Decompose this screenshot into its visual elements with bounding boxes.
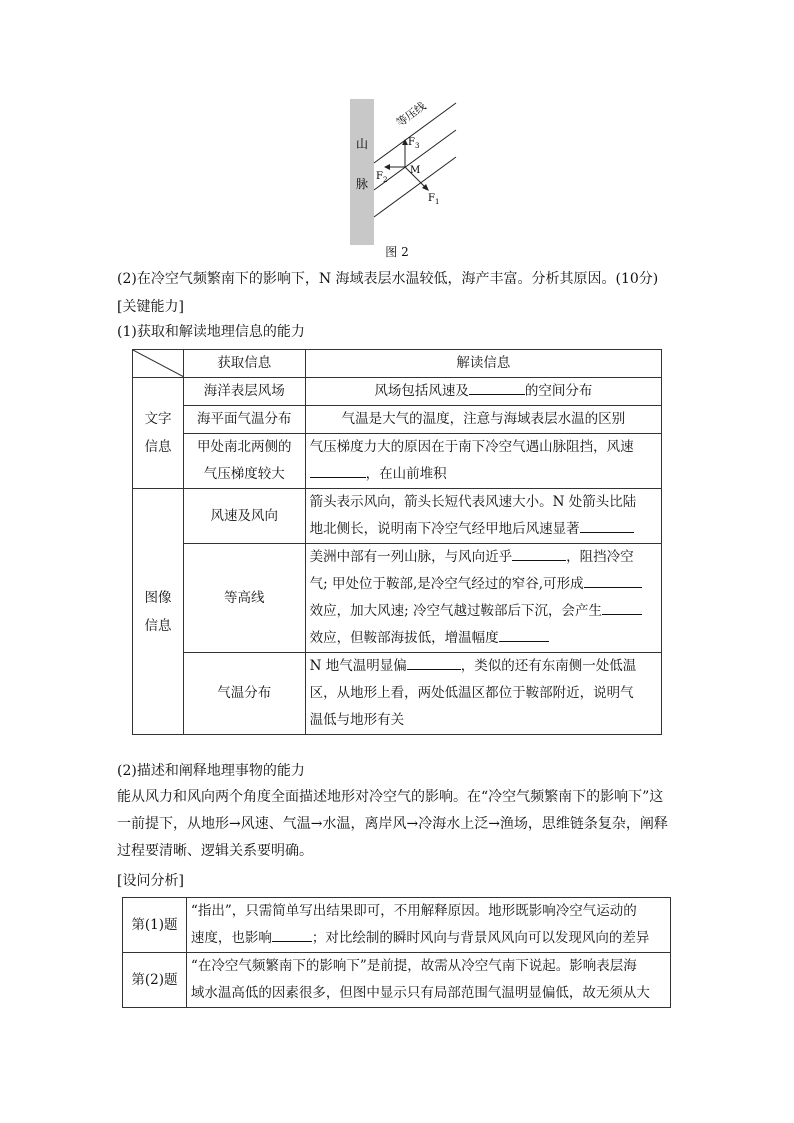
desc-cell: 风场包括风速及 的空间分布 bbox=[305, 378, 661, 406]
question-label: 第(1)题 bbox=[123, 898, 187, 953]
table-row bbox=[133, 544, 662, 653]
mountain-label-top: 山 bbox=[356, 137, 369, 151]
analysis-table bbox=[122, 897, 671, 1008]
desc-cell: 箭头表示风向，箭头长短代表风速大小。N 处箭头比陆 地北侧长，说明南下冷空气经甲地后风速显著 bbox=[305, 489, 661, 544]
table-row bbox=[133, 653, 662, 735]
f3-label: $F_3$ bbox=[408, 137, 420, 150]
f2-label: $F_2$ bbox=[376, 171, 388, 184]
diagonal-corner-cell bbox=[133, 350, 184, 378]
info-cell: 风速及风向 bbox=[183, 489, 305, 544]
desc-cell: 气压梯度力大的原因在于南下冷空气遇山脉阻挡，风速 ，在山前堆积 bbox=[305, 434, 661, 489]
table-header-row bbox=[133, 350, 662, 378]
info-cell: 气温分布 bbox=[183, 653, 305, 735]
mountain-label-bottom: 脉 bbox=[356, 177, 369, 191]
isobar-label: 等压线 bbox=[394, 99, 429, 130]
table-row bbox=[133, 378, 662, 406]
figure-caption: 图 2 bbox=[385, 245, 409, 259]
desc-cell: 气温是大气的温度，注意与海域表层水温的区别 bbox=[305, 406, 661, 434]
analysis-heading: [设问分析] bbox=[117, 873, 184, 889]
table-row bbox=[133, 406, 662, 434]
f1-label: $F_1$ bbox=[428, 193, 440, 206]
ability-2-paragraph: 能从风力和风向两个角度全面描述地形对冷空气的影响。在“冷空气频繁南下的影响下”这 一前提下，从地形→风速、气温→水温，离岸风→冷海水上泛→渔场，思维链条复杂，阐释 过程要清晰、逻辑关系要明确。 bbox=[117, 789, 668, 859]
key-ability-heading: [关键能力] bbox=[117, 299, 184, 315]
f2-arrowhead bbox=[384, 164, 390, 170]
group-image-info: 图像 信息 bbox=[133, 489, 184, 735]
header-get-info: 获取信息 bbox=[183, 350, 305, 378]
info-cell: 等高线 bbox=[183, 544, 305, 653]
table-row bbox=[123, 898, 671, 953]
mountain-band bbox=[350, 99, 374, 245]
diagonal-line bbox=[133, 350, 184, 377]
info-cell: 甲处南北两侧的 气压梯度较大 bbox=[183, 434, 305, 489]
group-text-info: 文字 信息 bbox=[133, 378, 184, 489]
table-row bbox=[123, 953, 671, 1008]
header-interpret-info: 解读信息 bbox=[305, 350, 661, 378]
pressure-gradient-figure bbox=[340, 95, 460, 260]
desc-cell: 美洲中部有一列山脉，与风向近乎 ，阻挡冷空 气; 甲处位于鞍部,是冷空气经过的窄谷,可形成 效应，加大风速; 冷空气越过鞍部后下沉，会产生 效应，但鞍部海拔低，增温幅度 bbox=[305, 544, 661, 653]
m-label: M bbox=[410, 165, 421, 176]
analysis-text: “指出”，只需简单写出结果即可，不用解释原因。地形既影响冷空气运动的 速度，也影响 ；对比绘制的瞬时风向与背景风风向可以发现风向的差异 bbox=[186, 898, 670, 953]
info-cell: 海平面气温分布 bbox=[183, 406, 305, 434]
analysis-text: “在冷空气频繁南下的影响下”是前提，故需从冷空气南下说起。影响表层海 域水温高低的因素很多，但图中显示只有局部范围气温明显偏低，故无须从大 bbox=[186, 953, 670, 1008]
table-row bbox=[133, 489, 662, 544]
ability-1-heading: (1)获取和解读地理信息的能力 bbox=[117, 324, 305, 340]
question-label: 第(2)题 bbox=[123, 953, 187, 1008]
ability-2-heading: (2)描述和阐释地理事物的能力 bbox=[117, 763, 305, 779]
info-cell: 海洋表层风场 bbox=[183, 378, 305, 406]
desc-cell: N 地气温明显偏 ，类似的还有东南侧一处低温 区，从地形上看，两处低温区都位于鞍部附近，说明气 温低与地形有关 bbox=[305, 653, 661, 735]
table-row bbox=[133, 434, 662, 489]
info-table bbox=[132, 349, 662, 735]
question-2: (2)在冷空气频繁南下的影响下，N 海域表层水温较低，海产丰富。分析其原因。(10分) bbox=[117, 271, 659, 287]
